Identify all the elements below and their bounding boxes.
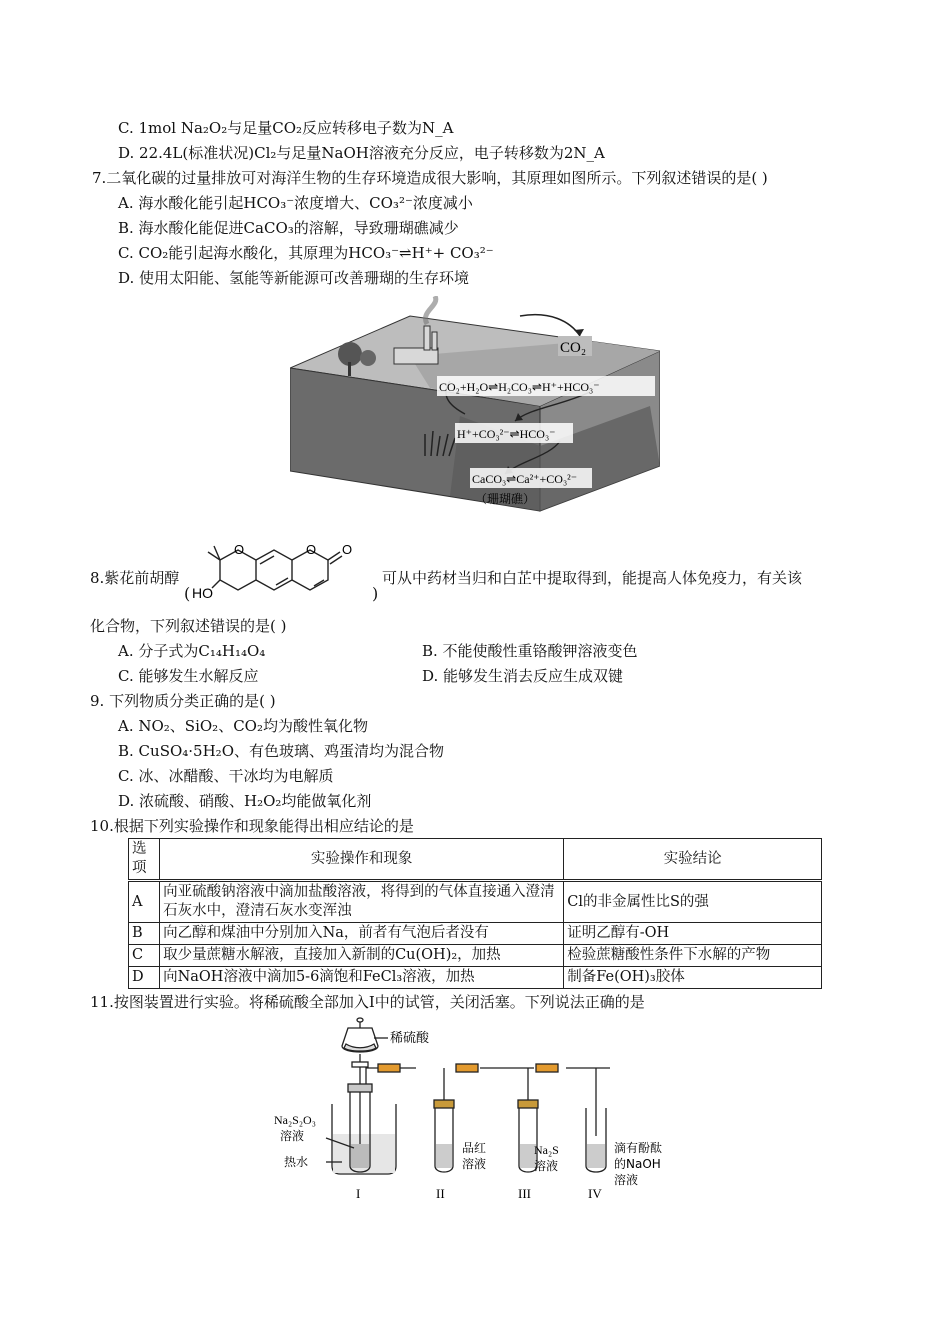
label-na2s2o3: Na₂S₂O₃: [274, 1113, 316, 1127]
q6-option-c: C. 1mol Na₂O₂与足量CO₂反应转移电子数为N_A: [118, 119, 454, 137]
q7-option-a: A. 海水酸化能引起HCO₃⁻浓度增大、CO₃²⁻浓度减小: [118, 194, 473, 212]
row-option: A: [129, 881, 160, 923]
label-tube-4: IV: [588, 1186, 602, 1201]
svg-text:O: O: [342, 542, 353, 557]
label-na2s2o3-solution: 溶液: [280, 1129, 305, 1143]
equation-3: CaCO₃⇌Ca²⁺+CO₃²⁻: [472, 472, 578, 486]
label-tube-2: II: [436, 1186, 445, 1201]
coral-reef-label: （珊瑚礁）: [475, 492, 536, 506]
q11-stem: 11.按图装置进行实验。将稀硫酸全部加入I中的试管，关闭活塞。下列说法正确的是: [90, 993, 645, 1011]
table-row: [129, 881, 822, 923]
table-row: [129, 945, 822, 967]
q7-option-c: C. CO₂能引起海水酸化，其原理为HCO₃⁻⇌H⁺+ CO₃²⁻: [118, 244, 494, 262]
label-dilute-h2so4: 稀硫酸: [390, 1031, 430, 1046]
row-operation: 向NaOH溶液中滴加5-6滴饱和FeCl₃溶液，加热: [160, 967, 564, 989]
label-phenolphthalein-3: 溶液: [614, 1173, 639, 1187]
row-operation: 取少量蔗糖水解液，直接加入新制的Cu(OH)₂，加热: [160, 945, 564, 967]
q7-option-d: D. 使用太阳能、氢能等新能源可改善珊瑚的生存环境: [118, 269, 470, 287]
q9-stem: 9. 下列物质分类正确的是( ): [90, 692, 276, 710]
svg-text:O: O: [306, 542, 317, 557]
label-hot-water: 热水: [284, 1155, 309, 1169]
q8-paren-close: ): [372, 584, 379, 603]
co2-label: CO₂: [560, 340, 587, 356]
q9-option-a: A. NO₂、SiO₂、CO₂均为酸性氧化物: [118, 717, 368, 735]
table-header-row: [129, 839, 822, 881]
equation-2: H⁺+CO₃²⁻⇌HCO₃⁻: [457, 427, 556, 441]
row-operation: 向乙醇和煤油中分别加入Na，前者有气泡后者没有: [160, 923, 564, 945]
q8-option-d: D. 能够发生消去反应生成双键: [422, 667, 624, 685]
label-tube-3: III: [518, 1186, 531, 1201]
row-option: D: [129, 967, 160, 989]
header-option: 选项: [129, 839, 160, 881]
row-operation: 向亚硫酸钠溶液中滴加盐酸溶液，将得到的气体直接通入澄清石灰水中，澄清石灰水变浑浊: [160, 881, 564, 923]
q9-option-c: C. 冰、冰醋酸、干冰均为电解质: [118, 767, 334, 785]
q8-paren-open: (: [184, 584, 191, 603]
row-option: B: [129, 923, 160, 945]
q8-option-c: C. 能够发生水解反应: [118, 667, 259, 685]
header-conclusion: 实验结论: [564, 839, 822, 881]
label-tube-1: I: [356, 1186, 361, 1201]
label-na2s: Na₂S: [534, 1143, 559, 1157]
row-option: C: [129, 945, 160, 967]
q10-stem: 10.根据下列实验操作和现象能得出相应结论的是: [90, 817, 414, 835]
hydroxyl-label: HO: [192, 585, 213, 601]
equation-1: CO₂+H₂O⇌H₂CO₃⇌H⁺+HCO₃⁻: [439, 380, 600, 394]
label-phenolphthalein-1: 滴有酚酞: [614, 1141, 663, 1155]
table-row: [129, 967, 822, 989]
header-operation: 实验操作和现象: [160, 839, 564, 881]
q8-stem-pre: 8.紫花前胡醇: [90, 569, 180, 587]
svg-text:O: O: [234, 542, 245, 557]
table-row: [129, 923, 822, 945]
row-conclusion: 制备Fe(OH)₃胶体: [564, 967, 822, 989]
q7-option-b: B. 海水酸化能促进CaCO₃的溶解，导致珊瑚礁减少: [118, 219, 459, 237]
ocean-acidification-diagram: [290, 296, 660, 516]
row-conclusion: 检验蔗糖酸性条件下水解的产物: [564, 945, 822, 967]
q9-option-d: D. 浓硫酸、硝酸、H₂O₂均能做氧化剂: [118, 792, 372, 810]
q8-stem-line2: 化合物，下列叙述错误的是( ): [90, 617, 287, 635]
q8-stem-post: 可从中药材当归和白芷中提取得到，能提高人体免疫力，有关该: [382, 569, 803, 587]
q8-option-b: B. 不能使酸性重铬酸钾溶液变色: [422, 642, 638, 660]
q9-option-b: B. CuSO₄·5H₂O、有色玻璃、鸡蛋清均为混合物: [118, 742, 444, 760]
row-conclusion: Cl的非金属性比S的强: [564, 881, 822, 923]
experiment-table: [128, 838, 822, 989]
row-conclusion: 证明乙醇有-OH: [564, 923, 822, 945]
q6-option-d: D. 22.4L(标准状况)Cl₂与足量NaOH溶液充分反应，电子转移数为2N_A: [118, 144, 605, 162]
molecular-structure: [190, 540, 370, 604]
label-pinhong-solution: 溶液: [462, 1157, 487, 1171]
apparatus-diagram: [270, 1016, 670, 1212]
label-pinhong: 品红: [462, 1141, 487, 1155]
q7-stem: 7.二氧化碳的过量排放可对海洋生物的生存环境造成很大影响，其原理如图所示。下列叙述错误的是( ): [92, 169, 768, 187]
label-phenolphthalein-2: 的NaOH: [614, 1157, 661, 1171]
label-na2s-solution: 溶液: [534, 1159, 559, 1173]
q8-option-a: A. 分子式为C₁₄H₁₄O₄: [118, 642, 266, 660]
